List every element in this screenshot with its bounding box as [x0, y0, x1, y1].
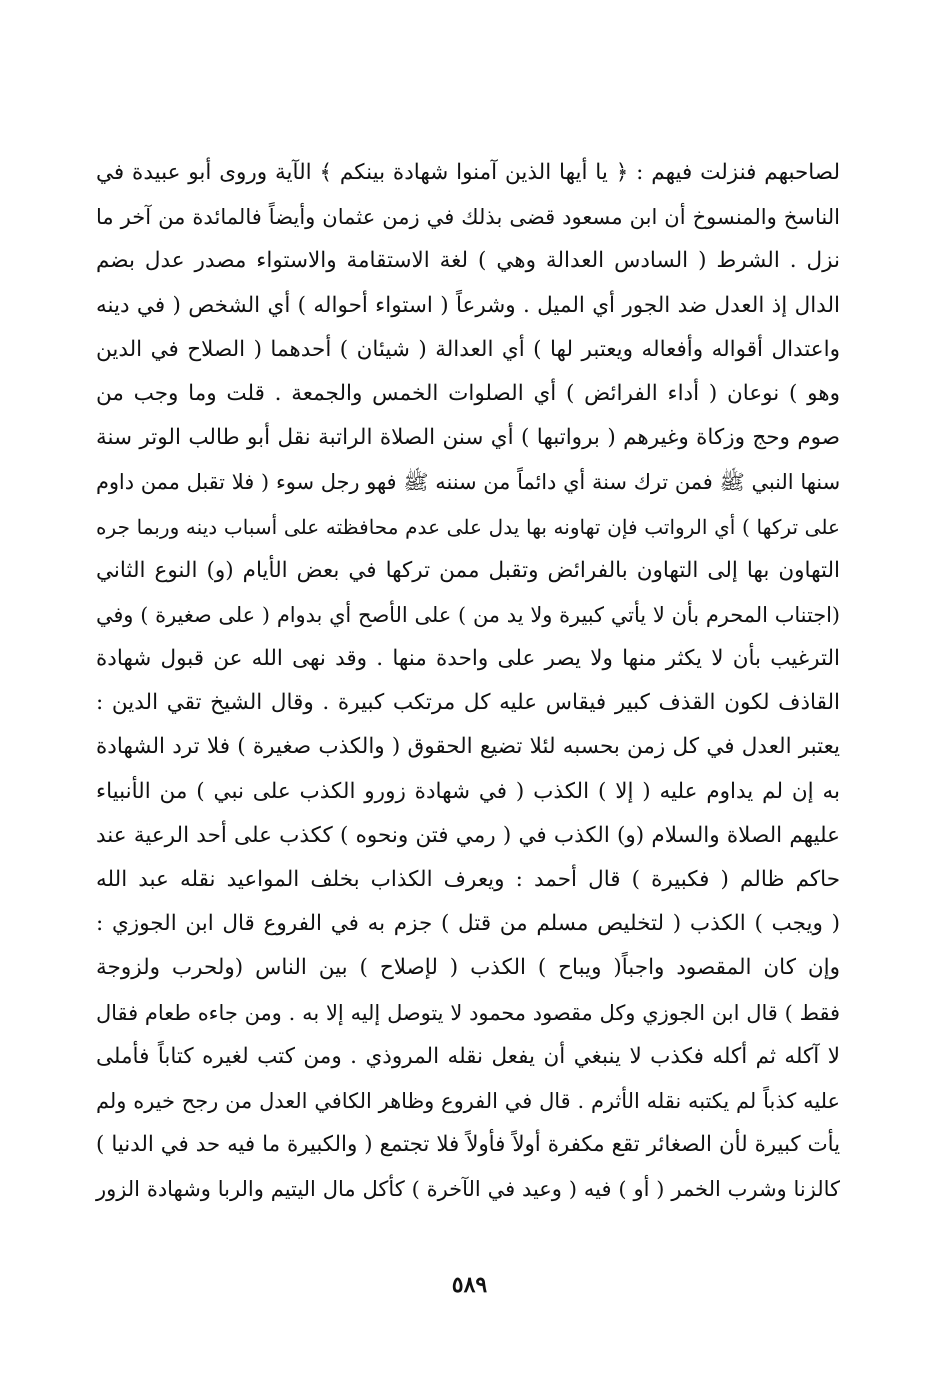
text-line: نزل . الشرط ( السادس العدالة وهي ) لغة الاستقامة والاستواء مصدر عدل بضم: [96, 248, 840, 274]
text-line: عليه كذباً لم يكتبه نقله الأثرم . قال في الفروع وظاهر الكافي العدل من رجح خيره ولم: [96, 1088, 840, 1113]
text-line: واعتدال أقواله وأفعاله ويعتبر لها ) أي العدالة ( شيئان ) أحدهما ( الصلاح في الدين: [96, 336, 840, 362]
text-line: وهو ) نوعان ( أداء الفرائض ) أي الصلوات الخمس والجمعة . قلت وما وجب من: [96, 380, 840, 406]
text-line: صوم وحج وزكاة وغيرهم ( برواتبها ) أي سنن الصلاة الراتبة نقل أبو طالب الوتر سنة: [96, 425, 840, 451]
text-line: ( ويجب ) الكذب ( لتخليص مسلم من قتل ) جزم به في الفروع قال ابن الجوزي :: [96, 911, 840, 937]
text-line: يعتبر العدل في كل زمن بحسبه لئلا تضيع الحقوق ( والكذب صغيرة ) فلا ترد الشهادة: [96, 734, 840, 760]
body-text: [96, 151, 840, 1212]
text-line: به إن لم يداوم عليه ( إلا ) الكذب ( في شهادة زورو الكذب على نبي ) من الأنبياء: [96, 778, 840, 804]
text-line: التهاون بها إلى التهاون بالفرائض وتقبل ممن تركها في بعض الأيام (و) النوع الثاني: [96, 557, 840, 583]
text-line: وإن كان المقصود واجباً( ويباح ) الكذب ( لإصلاح ) بين الناس (ولحرب ولزوجة: [96, 955, 840, 981]
text-line: حاكم ظالم ( فكبيرة ) قال أحمد : ويعرف الكذاب بخلف المواعيد نقله عبد الله: [96, 867, 840, 892]
text-line: كالزنا وشرب الخمر ( أو ) فيه ( وعيد في الآخرة ) كأكل مال اليتيم والربا وشهادة الزور: [96, 1177, 840, 1202]
text-line: لصاحبهم فنزلت فيهم : ﴿ يا أيها الذين آمنوا شهادة بينكم ﴾ الآية وروى أبو عبيدة في: [96, 160, 840, 185]
text-line: عليهم الصلاة والسلام (و) الكذب في ( رمي فتن ونحوه ) ككذب على أحد الرعية عند: [96, 822, 840, 848]
text-line: (اجتناب المحرم بأن لا يأتي كبيرة ولا يد من ) على الأصح أي بدوام ( على صغيرة ) وفي: [96, 602, 840, 627]
page-number: ٥٨٩: [451, 1272, 488, 1298]
text-line: فقط ) قال ابن الجوزي وكل مقصود محمود لا يتوصل إليه إلا به . ومن جاءه طعام فقال: [96, 1000, 840, 1025]
text-line: سنها النبي ﷺ فمن ترك سنة أي دائماً من سننه ﷺ فهو رجل سوء ( فلا تقبل ممن داوم: [96, 470, 840, 495]
text-line: الترغيب بأن لا يكثر منها ولا يصر على واحدة منها . وقد نهى الله عن قبول شهادة: [96, 646, 840, 672]
text-line: يأت كبيرة لأن الصغائر تقع مكفرة أولاً فأولاً فلا تجتمع ( والكبيرة ما فيه حد في الدنيا ): [96, 1132, 840, 1158]
text-line: القاذف لكون القذف كبير فيقاس عليه كل مرتكب كبيرة . وقال الشيخ تقي الدين :: [96, 690, 840, 716]
text-line: على تركها ) أي الرواتب فإن تهاونه بها يدل على عدم محافظته على أسباب دينه وربما جره: [96, 514, 840, 539]
text-line: لا آكله ثم أكله فكذب لا ينبغي أن يفعل نقله المروذي . ومن كتب لغيره كتاباً فأملى: [96, 1043, 840, 1069]
text-line: الناسخ والمنسوخ أن ابن مسعود قضى بذلك في زمن عثمان وأيضاً فالمائدة من آخر ما: [96, 204, 840, 230]
text-line: الدال إذ العدل ضد الجور أي الميل . وشرعاً ( استواء أحواله ) أي الشخص ( في دينه: [96, 292, 840, 318]
